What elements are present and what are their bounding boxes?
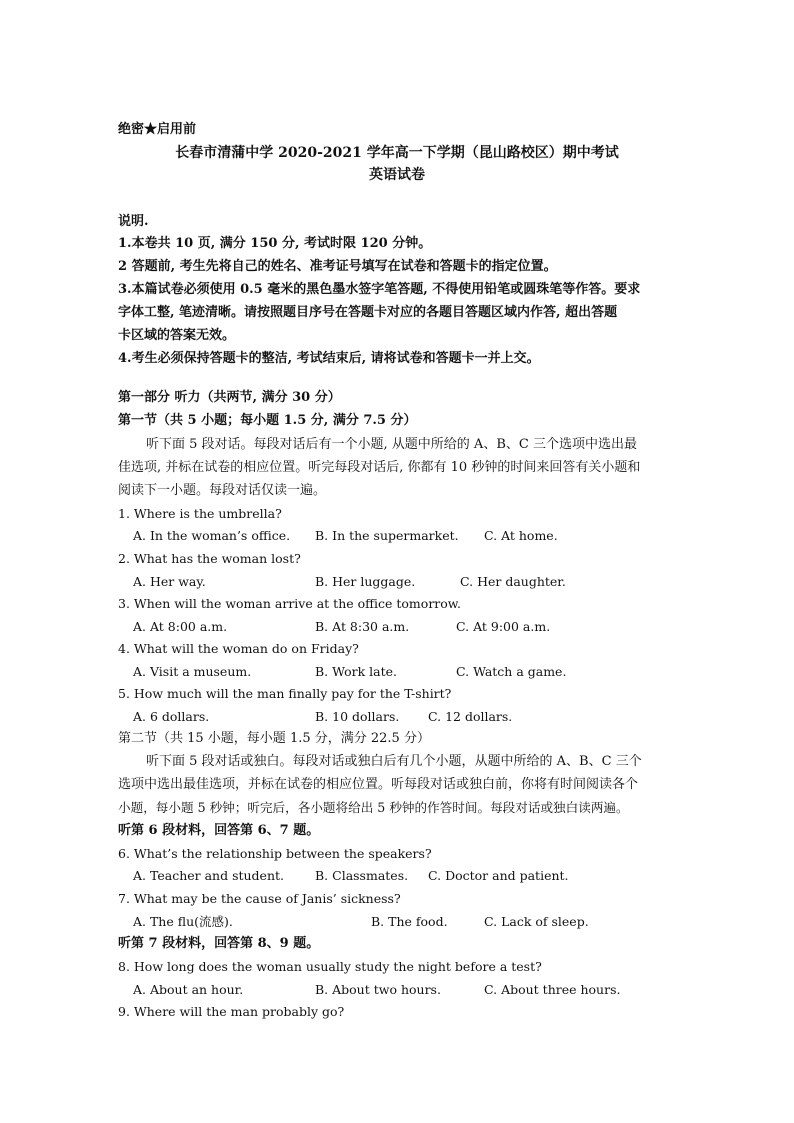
option-c: C. 12 dollars.: [428, 709, 513, 724]
instruction-line: 小题，每小题 5 秒钟；听完后，各小题将给出 5 秒钟的作答时间。每段对话或独白读两遍。: [118, 800, 629, 815]
option-b: B. The food.: [371, 914, 448, 929]
option-a: A. The flu(流感).: [133, 914, 233, 929]
instruction-line: 听下面 5 段对话。每段对话后有一个小题, 从题中所给的 A、B、C 三个选项中选出最: [146, 437, 637, 452]
question-text: 7. What may be the cause of Janis’ sickness?: [118, 891, 401, 906]
instruction-line: 佳选项, 并标在试卷的相应位置。听完每段对话后, 你都有 10 秒钟的时间来回答有关小题和: [118, 460, 641, 475]
exam-title: 长春市清蒲中学 2020-2021 学年高一下学期（昆山路校区）期中考试: [175, 145, 619, 161]
option-c: C. Lack of sleep.: [484, 914, 589, 929]
question-text: 1. Where is the umbrella?: [118, 506, 282, 521]
group-heading: 听第 6 段材料，回答第 6、7 题。: [118, 823, 320, 838]
option-a: A. Her way.: [133, 574, 206, 589]
section1-heading: 第一节（共 5 小题；每小题 1.5 分, 满分 7.5 分）: [118, 413, 417, 428]
option-a: A. Teacher and student.: [133, 868, 285, 883]
question-text: 5. How much will the man finally pay for the T-shirt?: [118, 686, 452, 701]
note-line: 2 答题前, 考生先将自己的姓名、准考证号填写在试卷和答题卡的指定位置。: [118, 259, 557, 274]
question-text: 4. What will the woman do on Friday?: [118, 641, 359, 656]
option-b: B. 10 dollars.: [315, 709, 400, 724]
option-b: B. Work late.: [315, 664, 398, 679]
note-line: 4.考生必须保持答题卡的整洁, 考试结束后, 请将试卷和答题卡一并上交。: [118, 351, 540, 366]
option-c: C. At home.: [484, 528, 558, 543]
option-b: B. Her luggage.: [315, 574, 416, 589]
option-c: C. Her daughter.: [460, 574, 566, 589]
option-a: A. About an hour.: [133, 982, 244, 997]
instruction-line: 听下面 5 段对话或独白。每段对话或独白后有几个小题，从题中所给的 A、B、C 三个: [146, 754, 642, 769]
question-text: 8. How long does the woman usually study the night before a test?: [118, 959, 542, 974]
option-c: C. Watch a game.: [456, 664, 567, 679]
question-text: 9. Where will the man probably go?: [118, 1004, 345, 1019]
option-a: A. At 8:00 a.m.: [133, 619, 228, 634]
note-line: 字体工整, 笔迹清晰。请按照题目序号在答题卡对应的各题目答题区域内作答, 超出答题: [118, 305, 618, 320]
question-text: 6. What’s the relationship between the speakers?: [118, 846, 432, 861]
option-a: A. In the woman’s office.: [133, 528, 291, 543]
option-c: C. About three hours.: [484, 982, 621, 997]
question-text: 3. When will the woman arrive at the office tomorrow.: [118, 596, 461, 611]
question-text: 2. What has the woman lost?: [118, 551, 301, 566]
option-a: A. 6 dollars.: [133, 709, 210, 724]
section2-heading: 第二节（共 15 小题，每小题 1.5 分，满分 22.5 分）: [118, 731, 430, 746]
option-c: C. At 9:00 a.m.: [456, 619, 551, 634]
group-heading: 听第 7 段材料，回答第 8、9 题。: [118, 936, 320, 951]
option-c: C. Doctor and patient.: [428, 868, 569, 883]
option-b: B. In the supermarket.: [315, 528, 459, 543]
notes-heading: 说明.: [118, 214, 149, 229]
note-line: 3.本篇试卷必须使用 0.5 毫米的黑色墨水签字笔答题, 不得使用铅笔或圆珠笔等作答。要求: [118, 282, 641, 297]
option-b: B. Classmates.: [315, 868, 409, 883]
option-b: B. At 8:30 a.m.: [315, 619, 410, 634]
note-line: 1.本卷共 10 页, 满分 150 分, 考试时限 120 分钟。: [118, 236, 432, 251]
part1-heading: 第一部分 听力（共两节, 满分 30 分）: [118, 390, 341, 405]
option-a: A. Visit a museum.: [133, 664, 252, 679]
option-b: B. About two hours.: [315, 982, 441, 997]
note-line: 卡区域的答案无效。: [118, 328, 236, 343]
secret-label: 绝密★启用前: [118, 122, 197, 137]
instruction-line: 选项中选出最佳选项，并标在试卷的相应位置。听每段对话或独白前，你将有时间阅读各个: [118, 777, 639, 792]
instruction-line: 阅读下一小题。每段对话仅读一遍。: [118, 483, 327, 498]
exam-subtitle: 英语试卷: [369, 167, 425, 183]
